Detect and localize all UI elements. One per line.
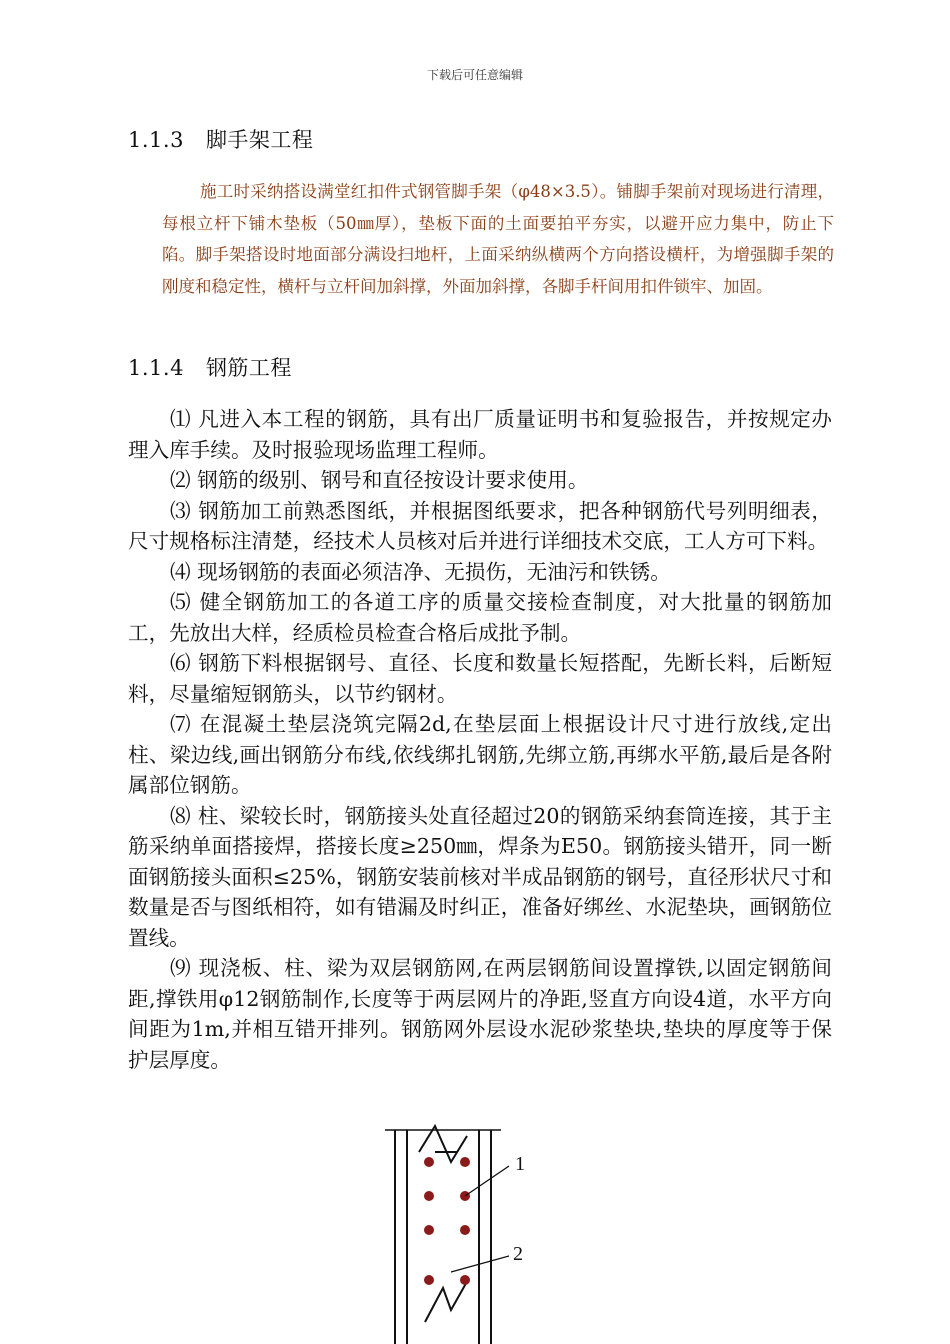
rebar-mesh-diagram (385, 1122, 545, 1344)
scaffolding-paragraph: 施工时采纳搭设满堂红扣件式钢管脚手架（φ48×3.5）。铺脚手架前对现场进行清理，每根立杆下铺木垫板（50㎜厚），垫板下面的土面要拍平夯实，以避开应力集中，防止下陷。脚手架搭设时地面部分满设扫地杆，上面采纳纵横两个方向搭设横杆，为增强脚手架的刚度和稳定性，横杆与立杆间加斜撑，外面加斜撑，各脚手杆间用扣件锁牢、加固。 (162, 182, 834, 296)
leader-line-1 (465, 1166, 509, 1196)
rebar-dot (460, 1157, 470, 1167)
list-item: ⑻ 柱、梁较长时，钢筋接头处直径超过20的钢筋采纳套筒连接，其于主筋采纳单面搭接焊，搭接长度≥250㎜，焊条为E50。钢筋接头错开，同一断面钢筋接头面积≤25%，钢筋安装前核对半成品钢筋的钢号，直径形状尺寸和数量是否与图纸相符，如有错漏及时纠正，准备好绑丝、水泥垫块，画钢筋位置线。 (128, 803, 832, 950)
list-item: ⑺ 在混凝土垫层浇筑完隔2d,在垫层面上根据设计尺寸进行放线,定出柱、梁边线,画出钢筋分布线,依线绑扎钢筋,先绑立筋,再绑水平筋,最后是各附属部位钢筋。 (128, 712, 832, 797)
page-header-note: 下载后可任意编辑 (426, 68, 523, 82)
list-item: ⑸ 健全钢筋加工的各道工序的质量交接检查制度，对大批量的钢筋加工，先放出大样，经质检员检查合格后成批予制。 (128, 590, 832, 645)
section-title: 钢筋工程 (205, 356, 292, 380)
section-number: 1.1.4 (128, 356, 184, 380)
figure-label-1: 1 (515, 1153, 525, 1175)
section-title: 脚手架工程 (205, 128, 314, 152)
break-line-top (419, 1126, 467, 1162)
list-item: ⑴ 凡进入本工程的钢筋，具有出厂质量证明书和复验报告，并按规定办理入库手续。及时报验现场监理工程师。 (128, 407, 832, 462)
rebar-mesh-svg (385, 1122, 545, 1344)
list-item: ⑹ 钢筋下料根据钢号、直径、长度和数量长短搭配，先断长料，后断短料，尽量缩短钢筋头，以节约钢材。 (128, 651, 832, 706)
rebar-dot (460, 1225, 470, 1235)
rebar-dot (424, 1191, 434, 1201)
figure-label-2: 2 (513, 1243, 523, 1265)
list-item: ⑷ 现场钢筋的表面必须洁净、无损伤，无油污和铁锈。 (170, 559, 671, 584)
section-number: 1.1.3 (128, 128, 184, 152)
break-line-bottom (425, 1278, 469, 1322)
rebar-dot (424, 1157, 434, 1167)
list-item: ⑵ 钢筋的级别、钢号和直径按设计要求使用。 (170, 468, 589, 492)
list-item: ⑶ 钢筋加工前熟悉图纸，并根据图纸要求，把各种钢筋代号列明细表，尺寸规格标注清楚，经技术人员核对后并进行详细技术交底，工人方可下料。 (128, 498, 832, 553)
rebar-dot (460, 1275, 470, 1285)
list-item: ⑼ 现浇板、柱、梁为双层钢筋网,在两层钢筋间设置撑铁,以固定钢筋间距,撑铁用φ12钢筋制作,长度等于两层网片的净距,竖直方向设4道，水平方向间距为1m,并相互错开排列。钢筋网外层设水泥砂浆垫块,垫块的厚度等于保护层厚度。 (128, 956, 832, 1072)
rebar-dot (424, 1225, 434, 1235)
section-heading-1-1-3 (128, 124, 313, 154)
rebar-item-list (128, 404, 832, 1075)
rebar-dot (424, 1275, 434, 1285)
section-heading-1-1-4 (128, 352, 292, 382)
